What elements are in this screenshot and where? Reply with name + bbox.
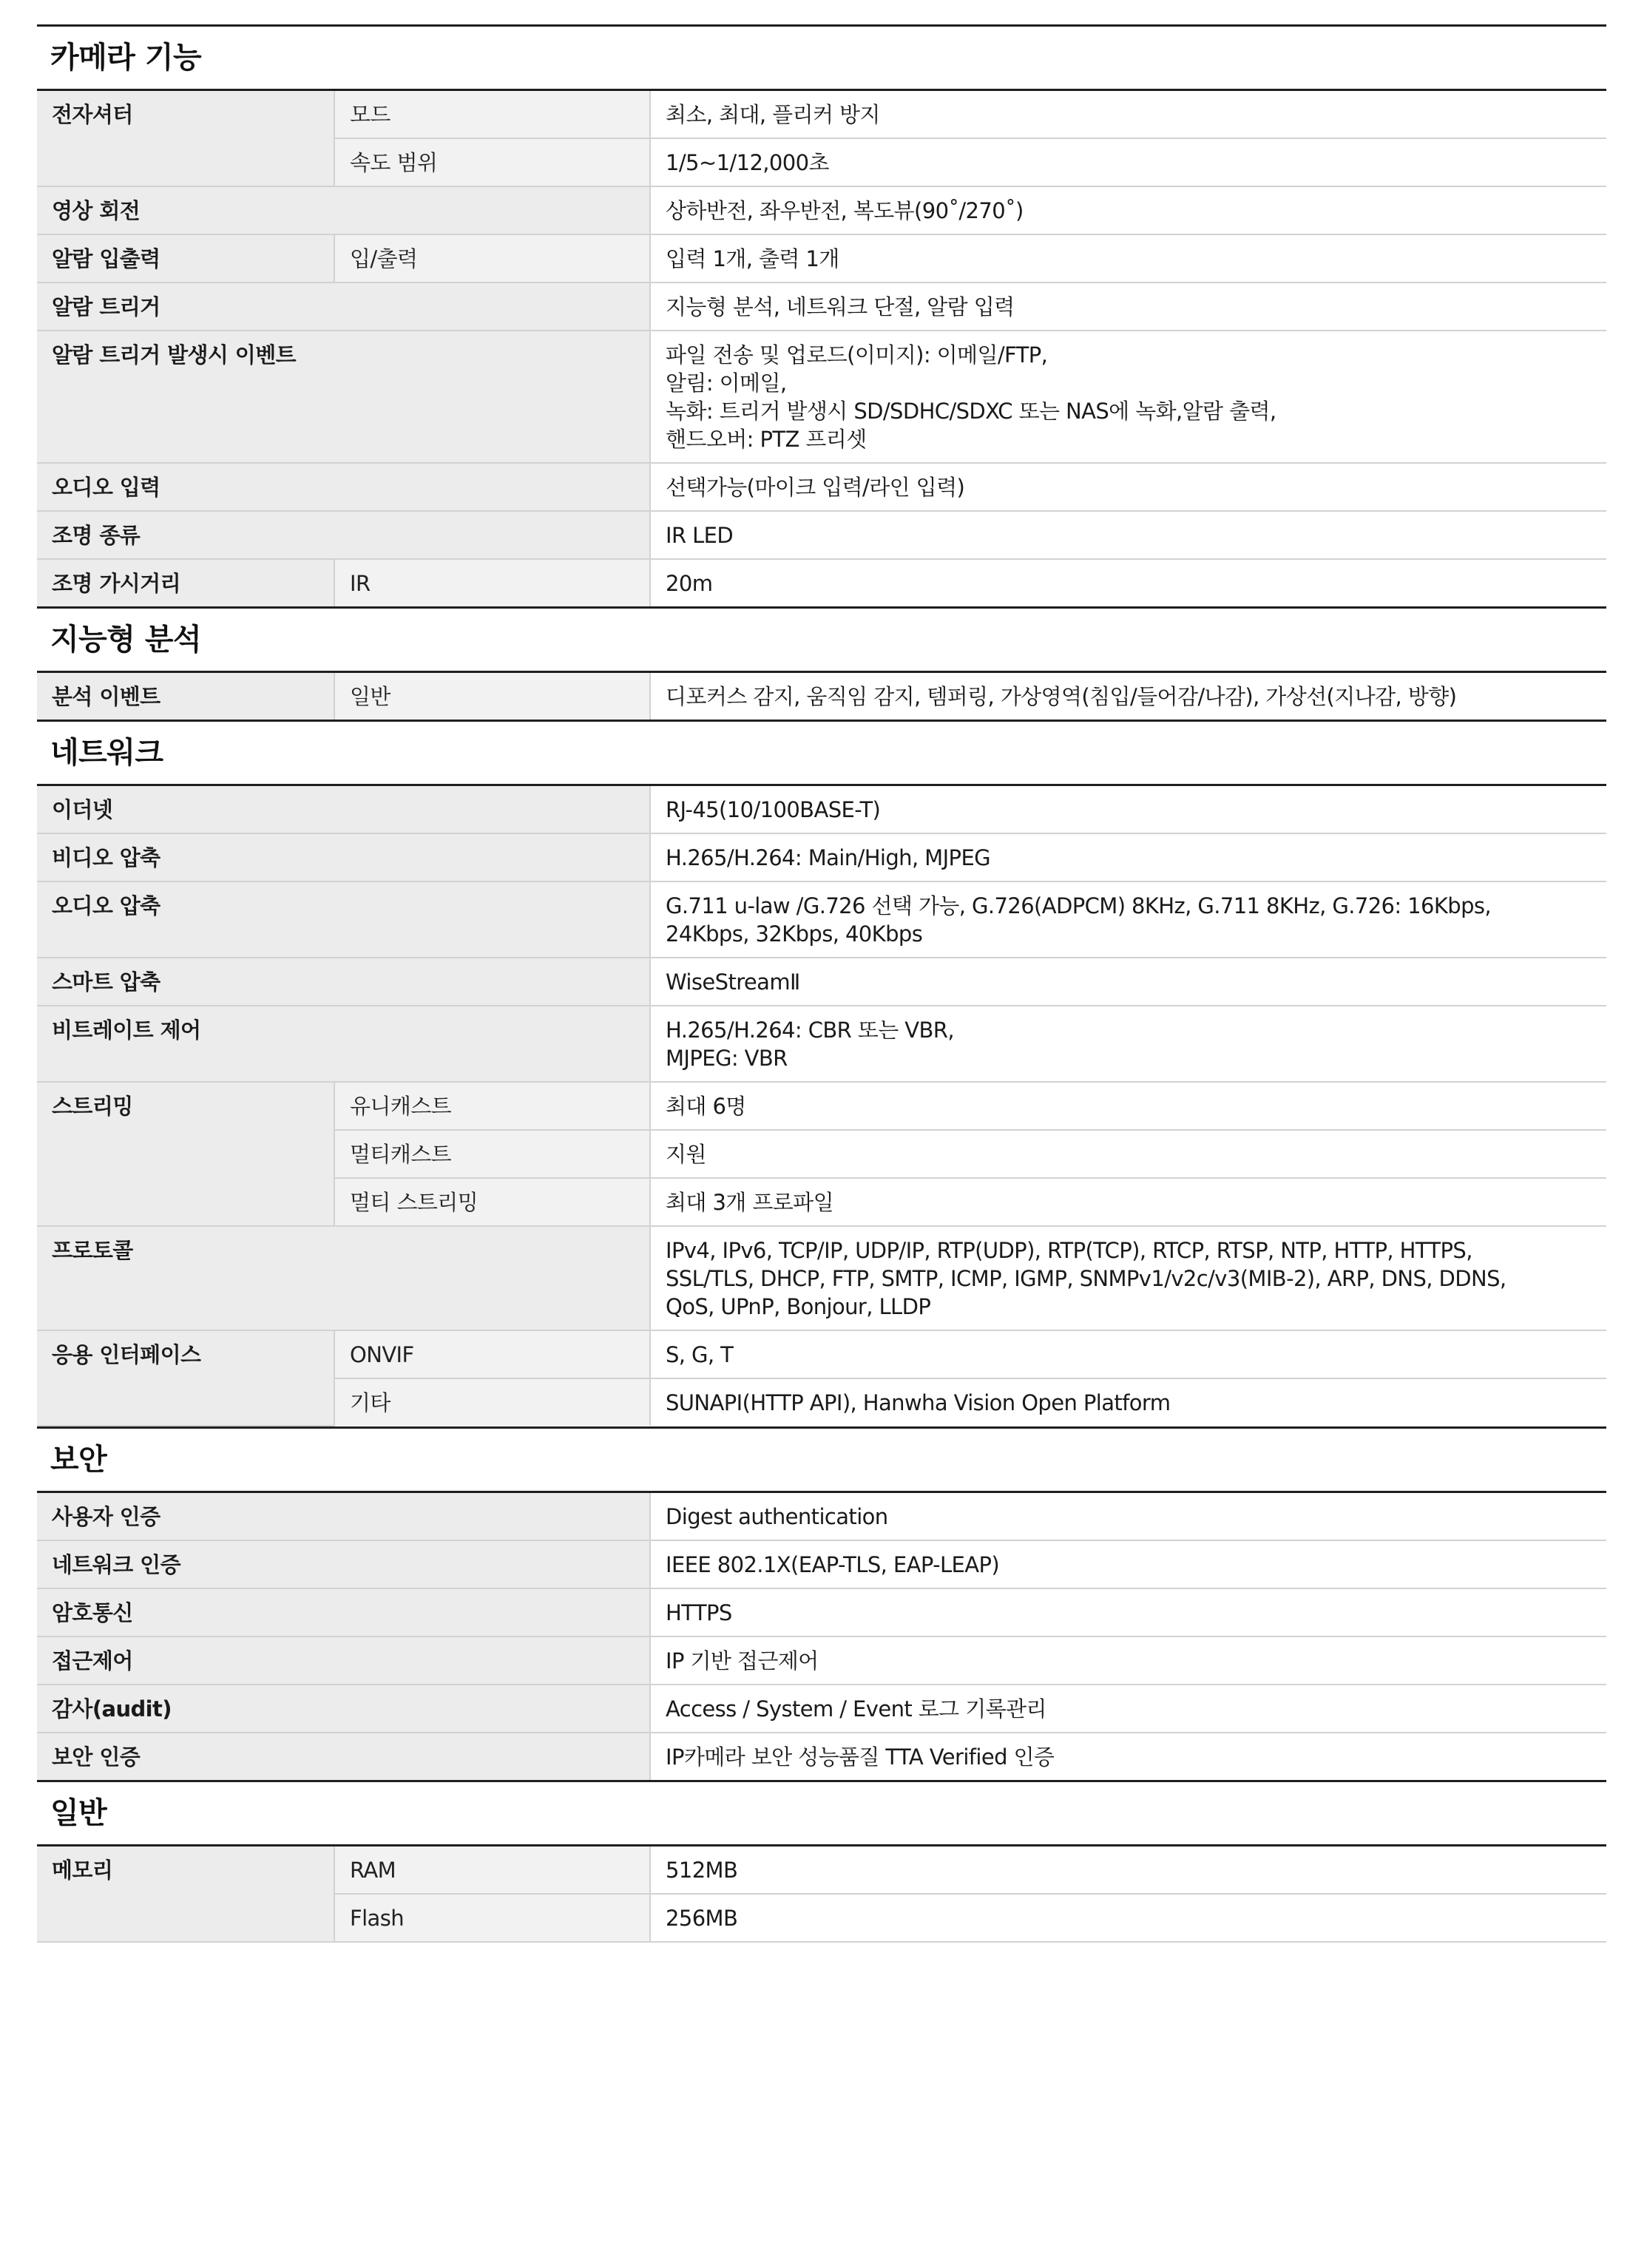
spec-value-line: 파일 전송 및 업로드(이미지): 이메일/FTP, (666, 342, 1048, 368)
spec-row (37, 1493, 1606, 1540)
spec-value (650, 673, 1606, 720)
section-title: 보안 (37, 1429, 1606, 1493)
spec-value (650, 1082, 1606, 1130)
spec-sublabel: 기타 (334, 1378, 650, 1426)
spec-section (37, 1426, 1606, 1780)
spec-label: 알람 트리거 (37, 282, 650, 331)
spec-row (37, 1846, 1606, 1894)
spec-row (37, 282, 1606, 331)
spec-value-line: 디포커스 감지, 움직임 감지, 템퍼링, 가상영역(침입/들어감/나감), 가상선(지나감, 방향) (666, 684, 1457, 709)
spec-label: 비디오 압축 (37, 833, 650, 881)
spec-label: 조명 종류 (37, 511, 650, 559)
spec-value-line: RJ-45(10/100BASE-T) (666, 797, 881, 822)
spec-value-line: S, G, T (666, 1342, 734, 1367)
spec-sublabel: IR (334, 559, 650, 606)
spec-value (650, 234, 1606, 282)
spec-value (650, 1130, 1606, 1178)
spec-value (650, 138, 1606, 186)
spec-label: 영상 회전 (37, 186, 650, 234)
spec-value-line: 지원 (666, 1142, 706, 1167)
spec-label: 사용자 인증 (37, 1493, 650, 1540)
spec-value (650, 1493, 1606, 1540)
spec-row (37, 881, 1606, 958)
spec-table (37, 1493, 1606, 1780)
spec-row (37, 331, 1606, 463)
spec-sublabel: 일반 (334, 673, 650, 720)
spec-sublabel: ONVIF (334, 1330, 650, 1378)
spec-value (650, 1006, 1606, 1082)
spec-label: 오디오 입력 (37, 463, 650, 511)
spec-label: 오디오 압축 (37, 881, 650, 958)
spec-value (650, 331, 1606, 463)
spec-value-line: 상하반전, 좌우반전, 복도뷰(90˚/270˚) (666, 198, 1024, 223)
section-title: 지능형 분석 (37, 609, 1606, 673)
spec-value-line: IP카메라 보안 성능품질 TTA Verified 인증 (666, 1744, 1055, 1770)
spec-value (650, 91, 1606, 138)
spec-value-line: SSL/TLS, DHCP, FTP, SMTP, ICMP, IGMP, SNMPv1/v2c/v3(MIB-2), ARP, DNS, DDNS, (666, 1266, 1506, 1291)
spec-value (650, 833, 1606, 881)
spec-row (37, 1636, 1606, 1685)
spec-row (37, 1540, 1606, 1588)
spec-value-line: 512MB (666, 1858, 738, 1883)
spec-value (650, 511, 1606, 559)
spec-value (650, 1540, 1606, 1588)
spec-value-line: G.711 u-law /G.726 선택 가능, G.726(ADPCM) 8KHz, G.711 8KHz, G.726: 16Kbps, (666, 893, 1492, 918)
spec-label: 감사(audit) (37, 1685, 650, 1733)
spec-label: 암호통신 (37, 1588, 650, 1636)
spec-sublabel: 유니캐스트 (334, 1082, 650, 1130)
spec-label: 프로토콜 (37, 1226, 650, 1330)
spec-value-line: H.265/H.264: Main/High, MJPEG (666, 845, 991, 870)
section-title: 네트워크 (37, 722, 1606, 786)
spec-value (650, 282, 1606, 331)
spec-row (37, 1733, 1606, 1780)
spec-value (650, 463, 1606, 511)
spec-value-line: H.265/H.264: CBR 또는 VBR, (666, 1018, 954, 1043)
spec-label: 스트리밍 (37, 1082, 334, 1226)
section-title: 카메라 기능 (37, 27, 1606, 91)
spec-table (37, 673, 1606, 720)
spec-row (37, 1588, 1606, 1636)
spec-table (37, 1846, 1606, 1943)
spec-value (650, 186, 1606, 234)
spec-section (37, 24, 1606, 606)
spec-row (37, 186, 1606, 234)
spec-row (37, 1685, 1606, 1733)
spec-value (650, 1378, 1606, 1426)
spec-value (650, 1685, 1606, 1733)
spec-value-line: MJPEG: VBR (666, 1046, 788, 1071)
spec-value-line: 최소, 최대, 플리커 방지 (666, 102, 880, 127)
spec-value (650, 1588, 1606, 1636)
spec-row (37, 673, 1606, 720)
spec-value-line: 24Kbps, 32Kbps, 40Kbps (666, 921, 923, 947)
spec-sublabel: 모드 (334, 91, 650, 138)
spec-label: 조명 가시거리 (37, 559, 334, 606)
spec-value-line: IR LED (666, 523, 734, 548)
spec-value-line: WiseStreamⅡ (666, 969, 800, 995)
spec-sublabel: 멀티캐스트 (334, 1130, 650, 1178)
spec-label: 알람 입출력 (37, 234, 334, 282)
spec-value-line: IEEE 802.1X(EAP-TLS, EAP-LEAP) (666, 1552, 1000, 1577)
spec-value-line: 20m (666, 571, 713, 596)
spec-label: 알람 트리거 발생시 이벤트 (37, 331, 650, 463)
spec-value-line: 최대 6명 (666, 1094, 746, 1119)
spec-label: 접근제어 (37, 1636, 650, 1685)
spec-label: 전자셔터 (37, 91, 334, 186)
spec-label: 메모리 (37, 1846, 334, 1942)
spec-row (37, 1330, 1606, 1378)
spec-value (650, 786, 1606, 833)
spec-value-line: 1/5~1/12,000초 (666, 150, 829, 175)
spec-label: 응용 인터페이스 (37, 1330, 334, 1426)
spec-sublabel: RAM (334, 1846, 650, 1894)
spec-value-line: 256MB (666, 1906, 738, 1931)
spec-section (37, 1780, 1606, 1943)
spec-value-line: Access / System / Event 로그 기록관리 (666, 1696, 1046, 1722)
spec-value (650, 1178, 1606, 1226)
spec-value-line: IPv4, IPv6, TCP/IP, UDP/IP, RTP(UDP), RTP(TCP), RTCP, RTSP, NTP, HTTP, HTTPS, (666, 1238, 1472, 1263)
spec-value-line: QoS, UPnP, Bonjour, LLDP (666, 1294, 931, 1319)
spec-value-line: 입력 1개, 출력 1개 (666, 246, 839, 271)
spec-value (650, 1226, 1606, 1330)
spec-value-line: 알림: 이메일, (666, 370, 787, 396)
spec-sublabel: Flash (334, 1894, 650, 1942)
spec-label: 보안 인증 (37, 1733, 650, 1780)
spec-row (37, 234, 1606, 282)
spec-value-line: SUNAPI(HTTP API), Hanwha Vision Open Platform (666, 1390, 1171, 1415)
spec-table (37, 91, 1606, 606)
spec-table (37, 786, 1606, 1426)
spec-label: 네트워크 인증 (37, 1540, 650, 1588)
spec-value-line: Digest authentication (666, 1504, 888, 1529)
spec-value-line: HTTPS (666, 1600, 732, 1625)
spec-label: 이더넷 (37, 786, 650, 833)
spec-row (37, 511, 1606, 559)
spec-value-line: 선택가능(마이크 입력/라인 입력) (666, 475, 965, 500)
spec-row (37, 958, 1606, 1006)
spec-label: 비트레이트 제어 (37, 1006, 650, 1082)
spec-value (650, 1894, 1606, 1942)
spec-value-line: 핸드오버: PTZ 프리셋 (666, 427, 867, 452)
spec-section (37, 720, 1606, 1426)
spec-value (650, 1846, 1606, 1894)
spec-value-line: IP 기반 접근제어 (666, 1648, 819, 1673)
spec-label: 분석 이벤트 (37, 673, 334, 720)
spec-sublabel: 속도 범위 (334, 138, 650, 186)
section-title: 일반 (37, 1782, 1606, 1846)
spec-row (37, 91, 1606, 138)
spec-row (37, 1006, 1606, 1082)
spec-value (650, 1636, 1606, 1685)
spec-sublabel: 입/출력 (334, 234, 650, 282)
spec-sheet (37, 24, 1606, 1943)
spec-value (650, 881, 1606, 958)
spec-row (37, 463, 1606, 511)
spec-value-line: 최대 3개 프로파일 (666, 1190, 833, 1215)
spec-row (37, 1226, 1606, 1330)
spec-value-line: 지능형 분석, 네트워크 단절, 알람 입력 (666, 294, 1015, 319)
spec-row (37, 833, 1606, 881)
spec-value (650, 958, 1606, 1006)
spec-value (650, 1330, 1606, 1378)
spec-label: 스마트 압축 (37, 958, 650, 1006)
spec-value (650, 559, 1606, 606)
spec-value-line: 녹화: 트리거 발생시 SD/SDHC/SDXC 또는 NAS에 녹화,알람 출력, (666, 399, 1276, 424)
spec-row (37, 786, 1606, 833)
spec-row (37, 559, 1606, 606)
spec-value (650, 1733, 1606, 1780)
spec-sublabel: 멀티 스트리밍 (334, 1178, 650, 1226)
spec-section (37, 606, 1606, 720)
spec-row (37, 1082, 1606, 1130)
